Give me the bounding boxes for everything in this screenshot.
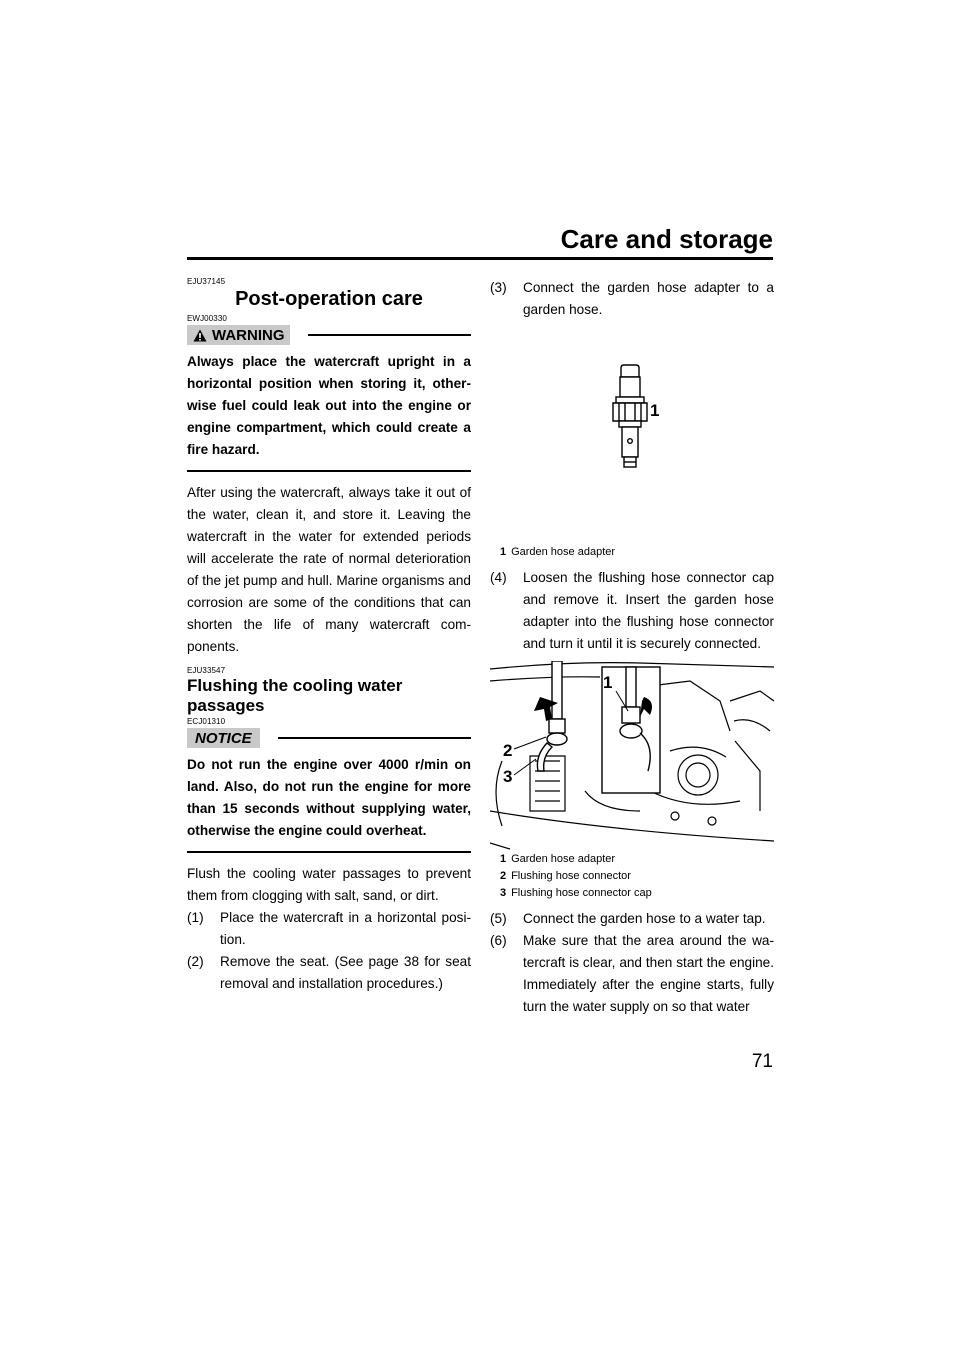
legend-item — [500, 851, 774, 868]
warning-label: WARNING — [212, 326, 285, 344]
legend-item — [500, 544, 774, 561]
warning-code: EWJ00330 — [187, 314, 227, 323]
figure-legend — [500, 851, 774, 902]
step-text: Remove the seat. (See page 38 for seat removal and installation procedures.) — [220, 954, 471, 991]
step-text: Loosen the flushing hose connector cap and remove it. Insert the garden hose adapter into the flushing hose connector and turn it until it is securely connected. — [523, 570, 774, 651]
left-column — [187, 277, 471, 995]
figure-callout: 2 — [503, 741, 513, 760]
step-number: (2) — [187, 954, 204, 969]
figure-garden-hose-adapter — [490, 321, 774, 486]
legend-item — [500, 885, 774, 902]
legend-number: 1 — [500, 546, 507, 558]
legend-text: Flushing hose connector — [511, 870, 631, 882]
subsection-code: EJU33547 — [187, 666, 226, 675]
notice-rule — [278, 737, 471, 739]
notice-end-rule — [187, 851, 471, 853]
step-item — [490, 277, 774, 321]
flushing-connector-drawing — [490, 661, 774, 851]
warning-triangle-icon — [193, 329, 207, 342]
step-item — [490, 930, 774, 1018]
page-number: 71 — [751, 1051, 773, 1072]
warning-badge — [187, 325, 290, 345]
figure-legend — [500, 544, 774, 561]
legend-number: 3 — [500, 887, 507, 899]
intro-text: After using the watercraft, always take it out of the water, clean it, and store it. Leaving the watercraft in the water for extended periods will accelerate the rate of normal deterioration of the jet pump and hull. Marine organisms and corrosion are some of the conditions that can shorten the life of many watercraft com-ponents. — [187, 485, 471, 654]
step-item — [187, 951, 471, 995]
legend-number: 2 — [500, 870, 507, 882]
step-number: (1) — [187, 910, 204, 925]
warning-header — [187, 324, 471, 346]
step-text: Connect the garden hose to a water tap. — [523, 911, 766, 926]
step-text: Connect the garden hose adapter to a garden hose. — [523, 280, 774, 317]
notice-header — [187, 727, 471, 749]
warning-rule — [308, 334, 472, 336]
legend-text: Garden hose adapter — [511, 853, 616, 865]
legend-text: Garden hose adapter — [511, 546, 616, 558]
step-text: Place the watercraft in a horizontal posi-tion. — [220, 910, 471, 947]
notice-text: Do not run the engine over 4000 r/min on land. Also, do not run the engine for more than 15 seconds without supplying water, otherwise the engine could overheat. — [187, 757, 471, 838]
flush-text: Flush the cooling water passages to prevent them from clogging with salt, sand, or dirt. — [187, 866, 471, 903]
notice-badge: NOTICE — [187, 728, 260, 748]
garden-hose-adapter-drawing — [490, 321, 774, 486]
step-number: (5) — [490, 911, 507, 926]
step-text: Make sure that the area around the wa-tercraft is clear, and then start the engine. Immediately after the engine starts, fully turn the water supply on so that water — [523, 933, 774, 1014]
figure-flushing-connector — [490, 661, 774, 851]
step-number: (3) — [490, 280, 507, 295]
step-number: (6) — [490, 933, 507, 948]
right-column — [490, 277, 774, 1018]
legend-text: Flushing hose connector cap — [511, 887, 652, 899]
subsection-title: Flushing the cooling water passages — [187, 676, 403, 715]
legend-item — [500, 868, 774, 885]
figure-callout: 3 — [503, 767, 513, 786]
step-number: (4) — [490, 570, 507, 585]
header-rule — [187, 257, 773, 260]
step-item — [490, 567, 774, 655]
step-item — [490, 908, 774, 930]
legend-number: 1 — [500, 853, 507, 865]
step-item — [187, 907, 471, 951]
page-header-title: Care and storage — [560, 224, 773, 254]
figure-callout: 1 — [650, 401, 660, 420]
warning-text: Always place the watercraft upright in a horizontal position when storing it, other-wise fuel could leak out into the engine or engine compartment, which could create a fire hazard. — [187, 354, 471, 457]
figure-callout: 1 — [603, 673, 613, 692]
section-title: Post-operation care — [235, 288, 423, 310]
section-code: EJU37145 — [187, 277, 226, 286]
warning-end-rule — [187, 470, 471, 472]
notice-code: ECJ01310 — [187, 717, 226, 726]
